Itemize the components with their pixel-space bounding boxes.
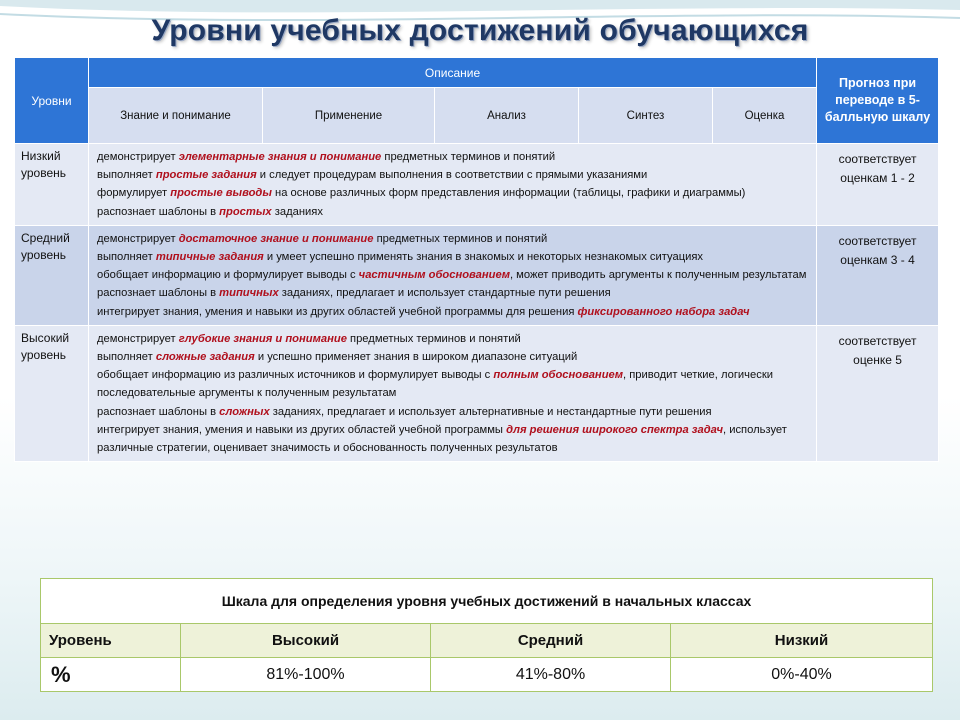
level-name: Высокий уровень [15, 325, 89, 461]
forecast-header: Прогноз при переводе в 5-балльную шкалу [817, 58, 939, 144]
description-text: , может приводить аргументы к полученным результатам [509, 269, 807, 282]
description-header: Описание [89, 58, 817, 88]
description-line [97, 266, 811, 284]
description-line [97, 148, 811, 166]
subheader-analysis: Анализ [435, 88, 579, 144]
highlighted-term: элементарные знания и понимание [178, 151, 382, 163]
scale-table [40, 578, 933, 692]
table-row-high [15, 325, 939, 461]
highlighted-term: простые задания [155, 169, 257, 182]
description-line [97, 166, 811, 184]
scale-level-low: Низкий [671, 624, 933, 658]
description-text: предметных терминов и понятий [381, 151, 556, 163]
description-line [97, 330, 811, 348]
highlighted-term: достаточное знание и понимание [178, 232, 374, 245]
highlighted-term: типичных [219, 287, 279, 300]
scale-range-low: 0%-40% [671, 658, 933, 692]
description-line [97, 403, 811, 421]
level-name: Низкий уровень [15, 144, 89, 226]
description-line [97, 284, 811, 302]
highlighted-term: полным обоснованием [493, 369, 624, 382]
description-text: на основе различных форм представления информации (таблицы, графики и диаграммы) [271, 187, 746, 200]
subheader-evaluation: Оценка [713, 88, 817, 144]
levels-header: Уровни [15, 58, 89, 144]
scale-level-label: Уровень [41, 624, 181, 658]
highlighted-term: сложных [219, 405, 270, 418]
description-text: заданиях [271, 205, 323, 218]
description-text: и успешно применяет знания в широком диапазоне ситуаций [254, 351, 578, 364]
description-text: обобщает информацию и формулирует выводы с [97, 269, 359, 282]
description-text: предметных терминов и понятий [373, 232, 548, 245]
description-text: заданиях, предлагает и использует альтернативные и нестандартные пути решения [269, 405, 712, 418]
description-line [97, 203, 811, 221]
description-text: формулирует [97, 187, 171, 200]
description-line [97, 184, 811, 202]
description-text: , использует различные стратегии, оценивает значимость и обоснованность полученных результатов [97, 423, 787, 455]
highlighted-term: частичным обоснованием [358, 269, 510, 282]
subheader-synthesis: Синтез [579, 88, 713, 144]
scale-level-high: Высокий [181, 624, 431, 658]
description-line [97, 366, 811, 402]
scale-percent-label: % [41, 658, 181, 692]
description-text: заданиях, предлагает и использует стандартные пути решения [278, 287, 611, 300]
subheader-application: Применение [263, 88, 435, 144]
highlighted-term: типичные задания [155, 251, 264, 264]
description-text: распознает шаблоны в [97, 205, 220, 218]
description-line [97, 348, 811, 366]
highlighted-term: простые выводы [170, 187, 272, 200]
level-forecast: соответствует оценке 5 [817, 325, 939, 461]
table-row-low [15, 144, 939, 226]
description-line [97, 248, 811, 266]
description-text: и следует процедурам выполнения в соответствии с прямыми указаниями [256, 169, 648, 182]
scale-caption: Шкала для определения уровня учебных достижений в начальных классах [41, 579, 933, 624]
description-text: обобщает информацию из различных источников и формулирует выводы с [97, 369, 494, 382]
highlighted-term: фиксированного набора задач [577, 305, 750, 318]
description-text: , приводит четкие, логически последовательные аргументы к полученным результатам [97, 369, 773, 400]
description-text: распознает шаблоны в [97, 405, 220, 418]
description-text: выполняет [97, 351, 156, 364]
description-text: интегрирует знания, умения и навыки из других областей учебной программы для решения [97, 305, 578, 318]
highlighted-term: простых [219, 205, 272, 218]
level-description [89, 225, 817, 325]
highlighted-term: для решения широкого спектра задач [506, 423, 723, 436]
levels-table [14, 57, 939, 462]
description-text: демонстрирует [97, 151, 179, 163]
level-forecast: соответствует оценкам 1 - 2 [817, 144, 939, 226]
description-line [97, 230, 811, 248]
description-text: и умеет успешно применять знания в знакомых и некоторых незнакомых ситуациях [263, 251, 704, 264]
description-line [97, 421, 811, 457]
description-text: демонстрирует [97, 332, 179, 345]
page-title: Уровни учебных достижений обучающихся [151, 14, 809, 47]
scale-range-medium: 41%-80% [431, 658, 671, 692]
highlighted-term: сложные задания [155, 351, 255, 364]
scale-range-high: 81%-100% [181, 658, 431, 692]
scale-level-medium: Средний [431, 624, 671, 658]
level-forecast: соответствует оценкам 3 - 4 [817, 225, 939, 325]
description-text: выполняет [97, 169, 156, 182]
description-text: выполняет [97, 251, 156, 264]
level-description [89, 325, 817, 461]
highlighted-term: глубокие знания и понимание [178, 332, 347, 345]
level-name: Средний уровень [15, 225, 89, 325]
description-text: демонстрирует [97, 232, 179, 245]
level-description [89, 144, 817, 226]
description-text: интегрирует знания, умения и навыки из других областей учебной программы [97, 423, 507, 436]
table-row-medium [15, 225, 939, 325]
description-text: предметных терминов и понятий [346, 332, 521, 345]
description-text: распознает шаблоны в [97, 287, 220, 300]
description-line [97, 303, 811, 321]
subheader-knowledge: Знание и понимание [89, 88, 263, 144]
